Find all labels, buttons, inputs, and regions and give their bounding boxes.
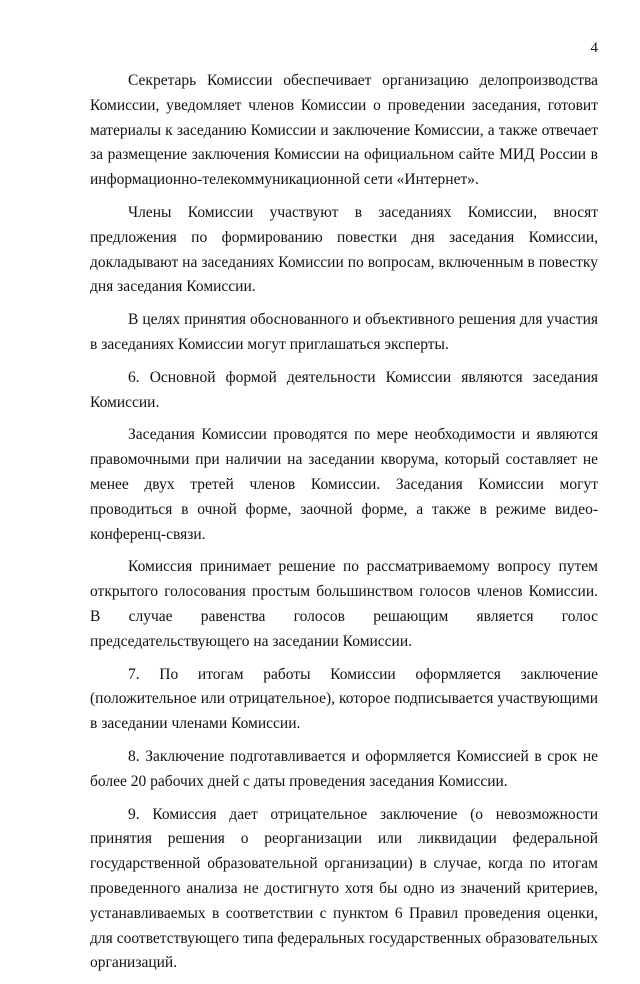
page-number: 4	[590, 40, 598, 56]
paragraph-voting: Комиссия принимает решение по рассматриваемому вопросу путем открытого голосования простым большинством голосов членов Комиссии. В случае равенства голосов решающим является голос председательствующего на заседании Комиссии.	[90, 558, 598, 650]
paragraph-item-7: 7. По итогам работы Комиссии оформляется заключение (положительное или отрицательное), которое подписывается участвующими в заседании членами Комиссии.	[90, 665, 598, 733]
paragraph-experts: В целях принятия обоснованного и объективного решения для участия в заседаниях Комиссии могут приглашаться эксперты.	[90, 311, 598, 353]
document-body	[90, 69, 598, 984]
paragraph-item-8: 8. Заключение подготавливается и оформляется Комиссией в срок не более 20 рабочих дней с даты проведения заседания Комиссии.	[90, 747, 598, 790]
paragraph-secretary-duties: Секретарь Комиссии обеспечивает организацию делопроизводства Комиссии, уведомляет членов Комиссии о проведении заседания, готовит материалы к заседанию Комиссии и заключение Комиссии, а также отвечает за размещение заключения Комиссии на официальном сайте МИД России в информационно-телекоммуникационной сети «Интернет».	[90, 72, 598, 189]
paragraph-item-6: 6. Основной формой деятельности Комиссии являются заседания Комиссии.	[90, 368, 598, 411]
paragraph-meetings-quorum: Заседания Комиссии проводятся по мере необходимости и являются правомочными при наличии на заседании кворума, который составляет не менее двух третей членов Комиссии. Заседания Комиссии могут проводиться в очной форме, заочной форме, а также в режиме видео-конференц-связи.	[90, 426, 598, 543]
paragraph-members-participation: Члены Комиссии участвуют в заседаниях Комиссии, вносят предложения по формированию повестки дня заседания Комиссии, докладывают на заседаниях Комиссии по вопросам, включенным в повестку дня заседания Комиссии.	[90, 203, 598, 296]
paragraph-item-9: 9. Комиссия дает отрицательное заключение (о невозможности принятия решения о реорганизации или ликвидации федеральной государственной образовательной организации) в случае, когда по итогам проведенного анализа не достигнуто хотя бы одно из значений критериев, устанавливаемых в соответствии с пунктом 6 Правил проведения оценки, для соответствующего типа федеральных государственных образовательных организаций.	[90, 805, 598, 972]
